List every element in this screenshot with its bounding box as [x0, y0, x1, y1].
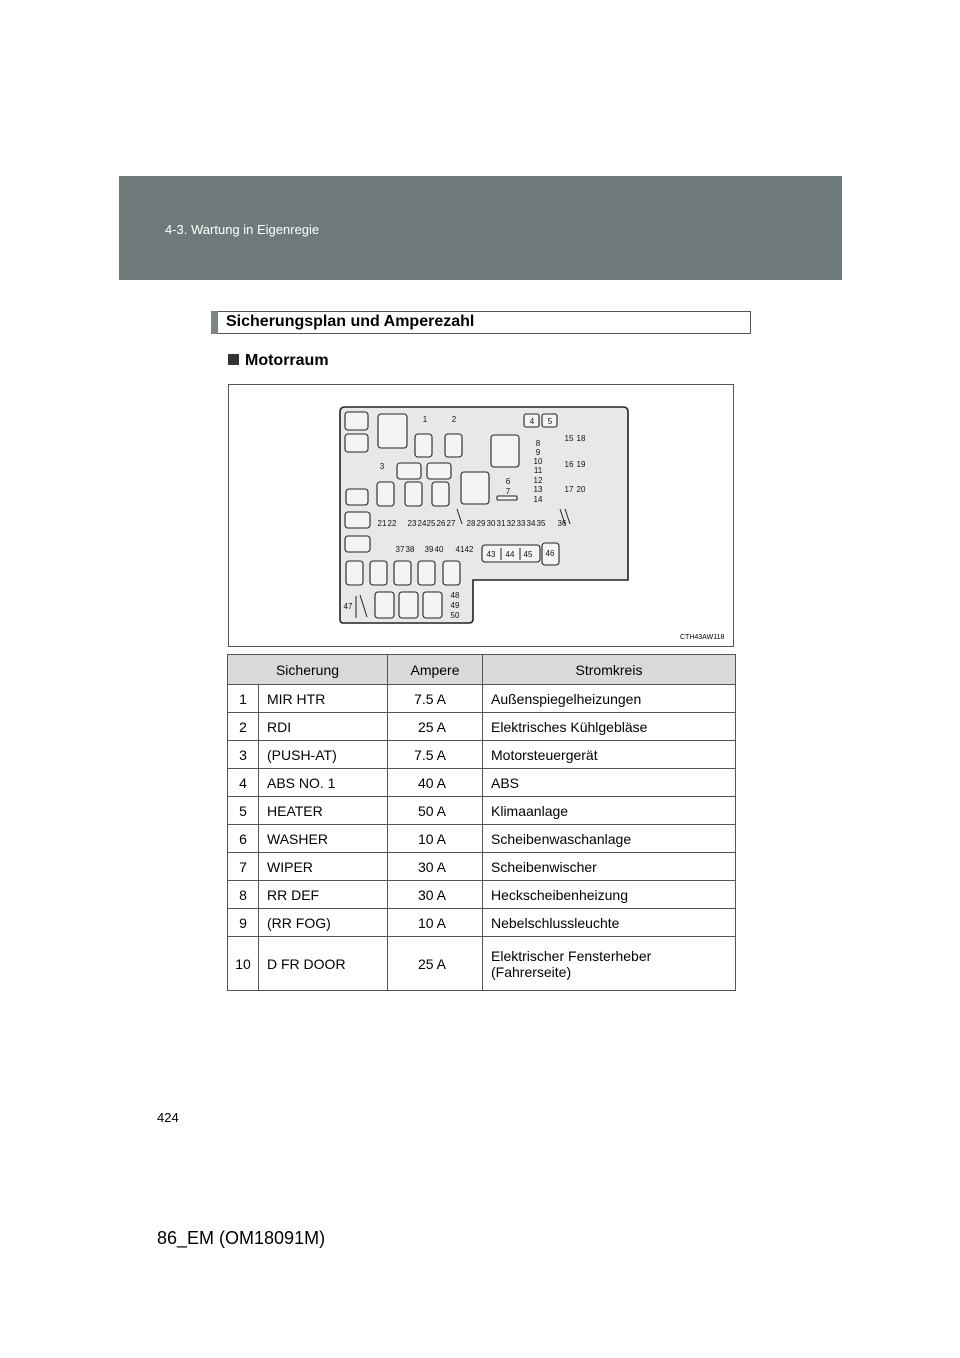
fuse-ampere: 50 A — [388, 797, 483, 825]
fuse-name: WASHER — [259, 825, 388, 853]
fuse-number: 4 — [228, 769, 259, 797]
fuse-label-22: 22 — [387, 519, 397, 528]
fuse-label-16: 16 — [564, 460, 574, 469]
fuse-label-11: 11 — [533, 466, 543, 475]
fuse-label-3: 3 — [379, 462, 385, 471]
fuse-label-2: 2 — [451, 415, 457, 424]
fuse-ampere: 7.5 A — [388, 685, 483, 713]
fuse-label-1: 1 — [422, 415, 428, 424]
fuse-table — [227, 654, 736, 991]
fuse-label-39: 39 — [424, 545, 434, 554]
fuse-label-36: 36 — [557, 519, 567, 528]
fuse-label-27: 27 — [446, 519, 456, 528]
fuse-name: ABS NO. 1 — [259, 769, 388, 797]
fuse-label-7: 7 — [505, 487, 511, 496]
fuse-label-4: 4 — [529, 417, 535, 426]
fuse-label-44: 44 — [505, 550, 515, 559]
fuse-label-42: 42 — [464, 545, 474, 554]
table-header-row — [228, 655, 736, 685]
fuse-label-21: 21 — [377, 519, 387, 528]
fuse-ampere: 7.5 A — [388, 741, 483, 769]
table-row — [228, 909, 736, 937]
fuse-label-32: 32 — [506, 519, 516, 528]
fuse-label-28: 28 — [466, 519, 476, 528]
fuse-label-17: 17 — [564, 485, 574, 494]
fuse-name: HEATER — [259, 797, 388, 825]
fuse-ampere: 10 A — [388, 825, 483, 853]
fuse-circuit: Nebelschlussleuchte — [483, 909, 736, 937]
table-row — [228, 881, 736, 909]
fuse-circuit-line-2: (Fahrerseite) — [491, 963, 572, 980]
square-bullet-icon — [228, 354, 239, 365]
fuse-circuit-line-1: Elektrischer Fensterheber — [491, 947, 652, 964]
header-ampere: Ampere — [388, 655, 483, 685]
fuse-number: 9 — [228, 909, 259, 937]
fuse-circuit: Motorsteuergerät — [483, 741, 736, 769]
fuse-name: MIR HTR — [259, 685, 388, 713]
fuse-number: 5 — [228, 797, 259, 825]
fuse-label-49: 49 — [450, 601, 460, 610]
header-fuse: Sicherung — [228, 655, 388, 685]
fuse-circuit: Elektrisches Kühlgebläse — [483, 713, 736, 741]
fuse-ampere: 10 A — [388, 909, 483, 937]
fuse-label-10: 10 — [533, 457, 543, 466]
fuse-name: D FR DOOR — [259, 937, 388, 991]
fuse-number: 3 — [228, 741, 259, 769]
fuse-label-34: 34 — [526, 519, 536, 528]
fuse-label-25: 25 — [426, 519, 436, 528]
header-circuit: Stromkreis — [483, 655, 736, 685]
fuse-label-30: 30 — [486, 519, 496, 528]
fuse-circuit: Klimaanlage — [483, 797, 736, 825]
document-code: 86_EM (OM18091M) — [157, 1228, 326, 1248]
fuse-label-14: 14 — [533, 495, 543, 504]
fuse-label-29: 29 — [476, 519, 486, 528]
fuse-name: (RR FOG) — [259, 909, 388, 937]
fuse-circuit: Scheibenwaschanlage — [483, 825, 736, 853]
fuse-circuit: Heckscheibenheizung — [483, 881, 736, 909]
fuse-label-48: 48 — [450, 591, 460, 600]
fuse-name: WIPER — [259, 853, 388, 881]
page-number: 424 — [157, 1110, 179, 1125]
fuse-label-43: 43 — [486, 550, 496, 559]
subheading — [228, 352, 329, 370]
table-row — [228, 741, 736, 769]
fuse-label-41: 41 — [455, 545, 465, 554]
fuse-number: 2 — [228, 713, 259, 741]
fuse-label-40: 40 — [434, 545, 444, 554]
fuse-name: (PUSH-AT) — [259, 741, 388, 769]
fuse-label-35: 35 — [536, 519, 546, 528]
fuse-number: 7 — [228, 853, 259, 881]
fuse-ampere: 40 A — [388, 769, 483, 797]
fuse-label-8: 8 — [535, 439, 541, 448]
fuse-number: 10 — [228, 937, 259, 991]
subheading-text: Motorraum — [245, 352, 329, 369]
fuse-label-47: 47 — [343, 602, 353, 611]
fuse-label-20: 20 — [576, 485, 586, 494]
fuse-circuit — [483, 937, 736, 991]
fuse-ampere: 30 A — [388, 853, 483, 881]
fuse-circuit: Außenspiegelheizungen — [483, 685, 736, 713]
fuse-label-19: 19 — [576, 460, 586, 469]
fuse-label-50: 50 — [450, 611, 460, 620]
fuse-label-37: 37 — [395, 545, 405, 554]
fuse-label-15: 15 — [564, 434, 574, 443]
fuse-label-6: 6 — [505, 477, 511, 486]
fuse-label-33: 33 — [516, 519, 526, 528]
fuse-label-12: 12 — [533, 476, 543, 485]
table-row — [228, 825, 736, 853]
fuse-label-18: 18 — [576, 434, 586, 443]
table-row — [228, 937, 736, 991]
fuse-label-23: 23 — [407, 519, 417, 528]
fuse-circuit: ABS — [483, 769, 736, 797]
fuse-number: 6 — [228, 825, 259, 853]
table-row — [228, 797, 736, 825]
fuse-ampere: 30 A — [388, 881, 483, 909]
fuse-number: 8 — [228, 881, 259, 909]
fuse-name: RR DEF — [259, 881, 388, 909]
fuse-label-31: 31 — [496, 519, 506, 528]
fuse-ampere: 25 A — [388, 937, 483, 991]
header-section-title: 4-3. Wartung in Eigenregie — [165, 222, 320, 237]
fuse-circuit: Scheibenwischer — [483, 853, 736, 881]
fuse-box-diagram — [228, 384, 734, 647]
fuse-label-46: 46 — [545, 549, 555, 558]
fuse-label-24: 24 — [417, 519, 427, 528]
fuse-label-5: 5 — [547, 417, 553, 426]
fuse-label-9: 9 — [535, 448, 541, 457]
fuse-number: 1 — [228, 685, 259, 713]
fuse-label-26: 26 — [436, 519, 446, 528]
table-row — [228, 769, 736, 797]
table-row — [228, 853, 736, 881]
fuse-name: RDI — [259, 713, 388, 741]
fuse-ampere: 25 A — [388, 713, 483, 741]
section-title: Sicherungsplan und Amperezahl — [226, 313, 475, 330]
diagram-code: CTH43AW118 — [680, 634, 725, 641]
section-title-marker — [211, 311, 218, 334]
table-row — [228, 685, 736, 713]
fuse-label-38: 38 — [405, 545, 415, 554]
fuse-label-13: 13 — [533, 485, 543, 494]
fuse-box-illustration — [229, 385, 733, 646]
fuse-label-45: 45 — [523, 550, 533, 559]
table-row — [228, 713, 736, 741]
